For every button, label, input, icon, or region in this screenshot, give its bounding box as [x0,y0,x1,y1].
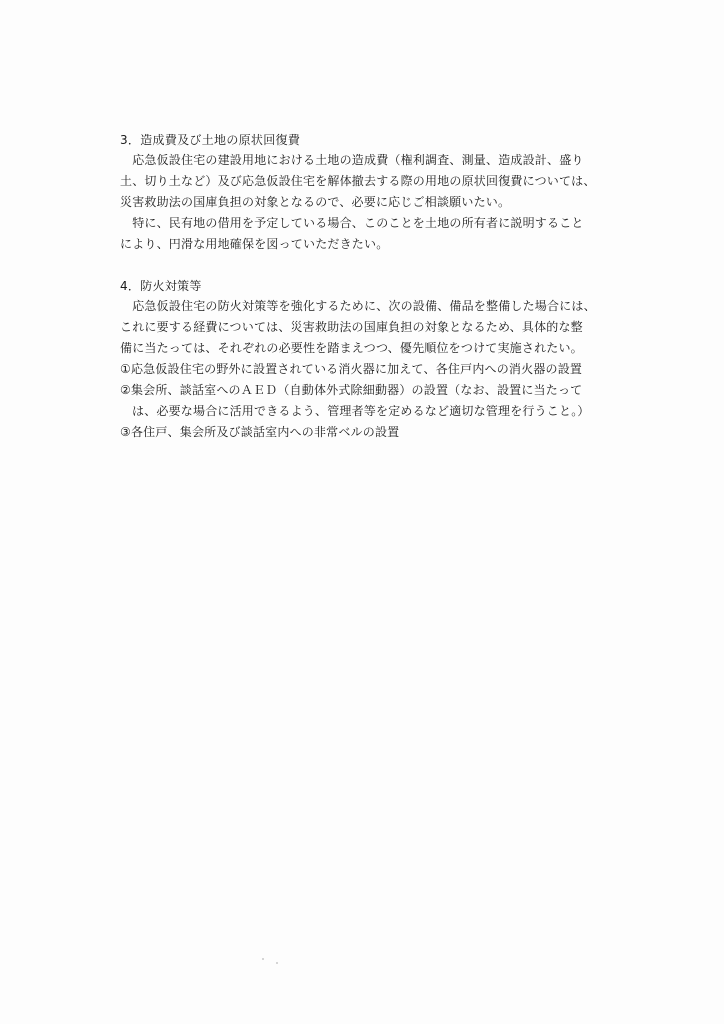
scan-speck [262,958,264,960]
section-3-line: 土、切り土など）及び応急仮設住宅を解体撤去する際の用地の原状回復費については、 [120,174,596,188]
section-4-item: ③各住戸、集会所及び談話室内への非常ベルの設置 [120,425,400,439]
section-3-heading: 3．造成費及び土地の原状回復費 [120,133,301,147]
section-4-body [120,296,616,443]
section-4-item: ①応急仮設住宅の野外に設置されている消火器に加えて、各住戸内への消火器の設置 [120,362,583,376]
section-3-body [120,150,616,255]
section-4-line: 備に当たっては、それぞれの必要性を踏まえつつ、優先順位をつけて実施されたい。 [120,341,583,355]
section-4 [120,276,616,443]
section-4-item-continuation: は、必要な場合に活用できるよう、管理者等を定めるなど適切な管理を行うこと。） [132,404,590,418]
section-4-line: これに要する経費については、災害救助法の国庫負担の対象となるため、具体的な整 [120,320,583,334]
section-4-line: 応急仮設住宅の防火対策等を強化するために、次の設備、備品を整備した場合には、 [120,299,596,313]
section-3-line: 災害救助法の国庫負担の対象となるので、必要に応じご相談願いたい。 [120,195,511,209]
section-3-line: 応急仮設住宅の建設用地における土地の造成費（権利調査、測量、造成設計、盛り [120,153,584,167]
section-3-line: により、円滑な用地確保を図っていただきたい。 [120,237,389,251]
section-4-heading: 4．防火対策等 [120,279,202,293]
section-4-item: ②集会所、談話室へのＡＥＤ（自動体外式除細動器）の設置（なお、設置に当たって [120,383,583,397]
section-3 [120,130,616,255]
scan-speck [276,962,278,964]
section-3-line: 特に、民有地の借用を予定している場合、このことを土地の所有者に説明すること [120,216,584,230]
